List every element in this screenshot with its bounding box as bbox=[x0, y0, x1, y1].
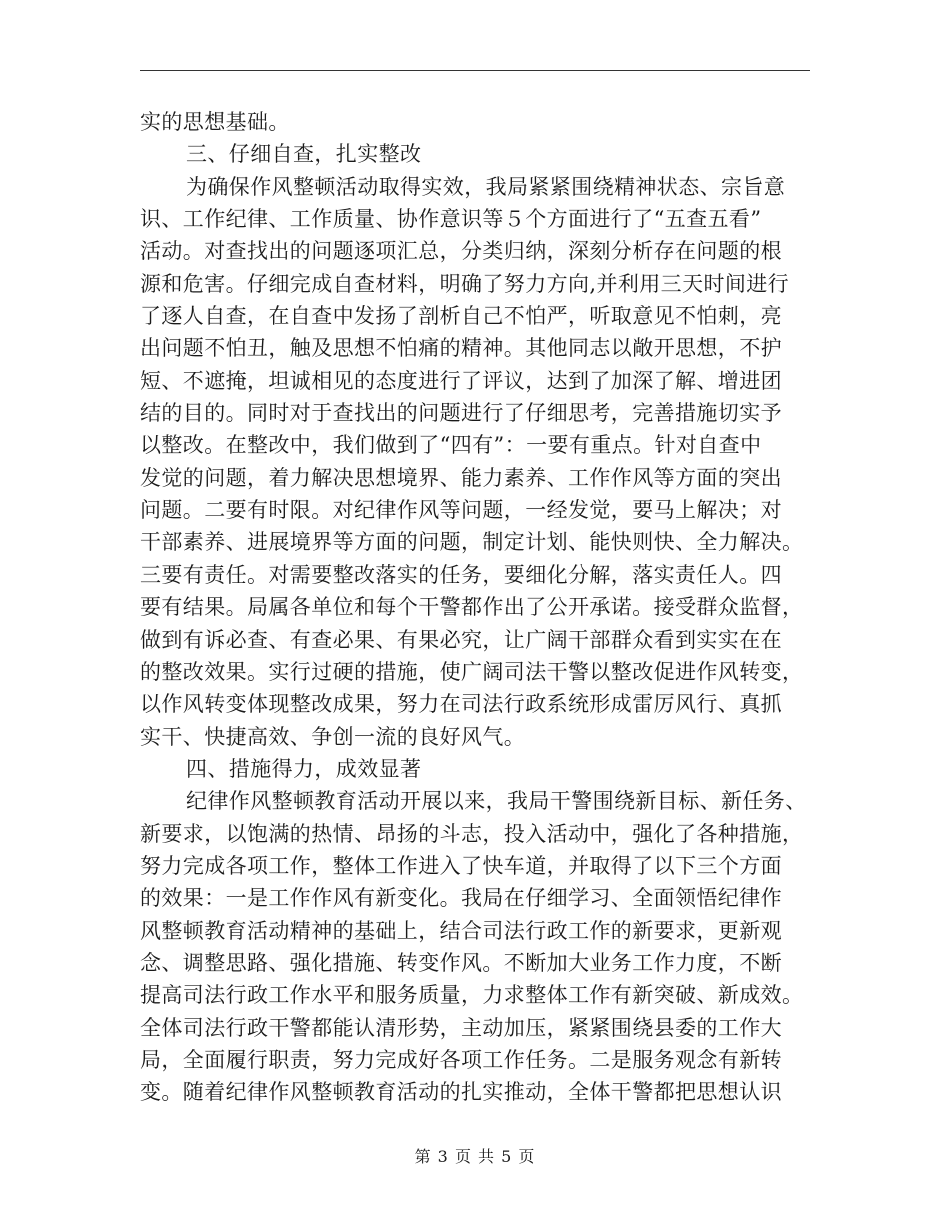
text-line: 结的目的。同时对于查找出的问题进行了仔细思考，完善措施切实予 bbox=[140, 401, 782, 426]
text-line: 三、仔细自查，扎实整改 bbox=[186, 142, 422, 167]
text-line: 出问题不怕丑，触及思想不怕痛的精神。其他同志以敞开思想，不护 bbox=[140, 336, 782, 361]
text-line: 四、措施得力，成效显著 bbox=[186, 756, 422, 781]
text-line: 新要求，以饱满的热情、昂扬的斗志，投入活动中，强化了各种措施， bbox=[140, 821, 804, 846]
text-line: 以作风转变体现整改成果，努力在司法行政系统形成雷厉风行、真抓 bbox=[140, 692, 782, 717]
text-line: 实的思想基础。 bbox=[140, 110, 290, 134]
text-line: 了逐人自查，在自查中发扬了剖析自己不怕严，听取意见不怕刺，亮 bbox=[140, 304, 782, 329]
text-line: 识、工作纪律、工作质量、协作意识等５个方面进行了“五查五看” bbox=[140, 207, 762, 232]
header-rule bbox=[140, 70, 810, 71]
text-line: 的整改效果。实行过硬的措施，使广阔司法干警以整改促进作风转变， bbox=[140, 659, 804, 684]
text-line: 源和危害。仔细完成自查材料，明确了努力方向,并利用三天时间进行 bbox=[140, 271, 790, 296]
text-line: 活动。对查找出的问题逐项汇总，分类归纳，深刻分析存在问题的根 bbox=[140, 239, 782, 264]
text-line: 三要有责任。对需要整改落实的任务，要细化分解，落实责任人。四 bbox=[140, 562, 782, 587]
text-line: 全体司法行政干警都能认清形势，主动加压，紧紧围绕县委的工作大 bbox=[140, 1015, 782, 1040]
text-line: 的效果：一是工作作风有新变化。我局在仔细学习、全面领悟纪律作 bbox=[140, 886, 782, 911]
page-footer: 第 3 页 共 5 页 bbox=[414, 1147, 536, 1166]
text-line: 短、不遮掩，坦诚相见的态度进行了评议，达到了加深了解、增进团 bbox=[140, 368, 782, 393]
text-line: 为确保作风整顿活动取得实效，我局紧紧围绕精神状态、宗旨意 bbox=[186, 174, 786, 199]
text-line: 变。随着纪律作风整顿教育活动的扎实推动，全体干警都把思想认识 bbox=[140, 1080, 782, 1105]
text-line: 发觉的问题，着力解决思想境界、能力素养、工作作风等方面的突出 bbox=[140, 465, 782, 490]
text-line: 干部素养、进展境界等方面的问题，制定计划、能快则快、全力解决。 bbox=[140, 530, 804, 555]
text-line: 念、调整思路、强化措施、转变作风。不断加大业务工作力度，不断 bbox=[140, 950, 782, 975]
text-line: 风整顿教育活动精神的基础上，结合司法行政工作的新要求，更新观 bbox=[140, 918, 782, 943]
document-body bbox=[140, 106, 810, 1109]
text-line: 局，全面履行职责，努力完成好各项工作任务。二是服务观念有新转 bbox=[140, 1047, 782, 1072]
text-line: 纪律作风整顿教育活动开展以来，我局干警围绕新目标、新任务、 bbox=[186, 789, 807, 814]
text-line: 问题。二要有时限。对纪律作风等问题，一经发觉，要马上解决；对 bbox=[140, 498, 782, 523]
text-line: 做到有诉必查、有查必果、有果必究，让广阔干部群众看到实实在在 bbox=[140, 627, 782, 652]
text-line: 努力完成各项工作，整体工作进入了快车道，并取得了以下三个方面 bbox=[140, 853, 782, 878]
text-line: 提高司法行政工作水平和服务质量，力求整体工作有新突破、新成效。 bbox=[140, 983, 804, 1008]
text-line: 以整改。在整改中，我们做到了“四有”：一要有重点。针对自查中 bbox=[140, 433, 762, 458]
text-line: 实干、快捷高效、争创一流的良好风气。 bbox=[140, 724, 526, 749]
text-line: 要有结果。局属各单位和每个干警都作出了公开承诺。接受群众监督， bbox=[140, 595, 804, 620]
